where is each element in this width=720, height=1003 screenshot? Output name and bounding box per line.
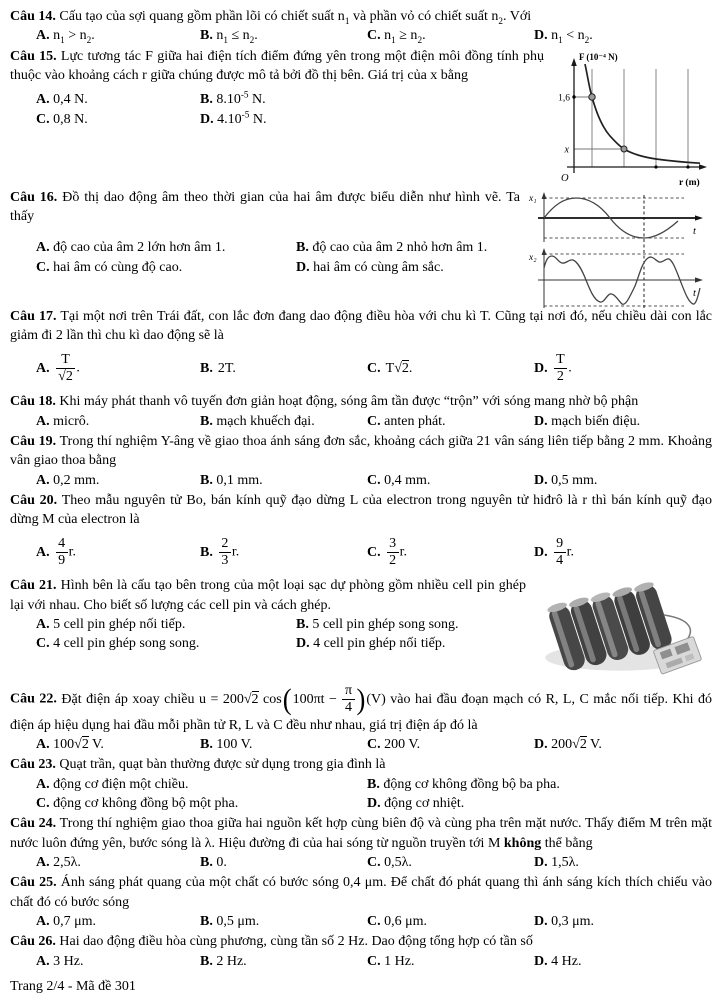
question-block-22	[10, 683, 712, 754]
option-key: B.	[200, 913, 213, 929]
options-row	[36, 345, 712, 391]
option-d	[534, 952, 712, 971]
option-b	[200, 471, 367, 490]
option-key: A.	[36, 413, 50, 429]
option-c	[367, 952, 534, 971]
x-axis-label: r (m)	[679, 177, 700, 188]
option-key: B.	[367, 776, 380, 792]
option-text: 4 cell pin ghép song song.	[53, 636, 200, 652]
question-block-15	[10, 47, 712, 187]
option-text: động cơ điện một chiều.	[53, 776, 189, 792]
option-c	[367, 529, 534, 575]
option-key: A.	[36, 240, 50, 256]
option-a	[36, 735, 200, 754]
option-d	[367, 794, 712, 813]
option-c	[36, 794, 367, 813]
question-label: Câu 19.	[10, 433, 57, 449]
options-row	[36, 529, 712, 575]
option-key: B.	[200, 854, 213, 870]
option-key: B.	[200, 413, 213, 429]
question-text	[10, 932, 712, 951]
question-text	[10, 814, 712, 853]
option-key: C.	[367, 360, 381, 376]
question-block-20	[10, 491, 712, 576]
option-text: $n_1 \ge n_2$.	[384, 28, 426, 46]
option-a	[36, 26, 200, 45]
option-key: A.	[36, 28, 50, 44]
option-key: C.	[36, 259, 50, 275]
option-d	[534, 912, 712, 931]
option-text: 0,5 mm.	[551, 472, 598, 488]
question-block-26	[10, 932, 712, 971]
option-key: C.	[367, 28, 381, 44]
question-body: Theo mẫu nguyên tử Bo, bán kính quỹ đạo dừng L của electron trong nguyên tử hiđrô là r thì bán kính quỹ đạo dừng M của electron là	[10, 492, 712, 528]
option-text: 2 Hz.	[216, 953, 247, 969]
option-text: 5 cell pin ghép song song.	[312, 617, 459, 633]
option-text: $n_1 \le n_2$.	[216, 28, 258, 46]
option-text: 100√2 V.	[53, 737, 104, 753]
option-key: A.	[36, 544, 50, 560]
option-a	[36, 529, 200, 575]
option-text: 0,4 mm.	[384, 472, 431, 488]
options-row	[36, 912, 712, 931]
option-c	[367, 345, 534, 391]
question-text	[10, 873, 712, 912]
question-body: Cấu tạo của sợi quang gồm phần lõi có chiết suất $n_1$ và phần vỏ có chiết suất $n_2$. Với	[59, 9, 532, 26]
question-label: Câu 18.	[10, 394, 56, 410]
option-key: C.	[367, 472, 381, 488]
question-body: Hình bên là cấu tạo bên trong của một loại sạc dự phòng gồm nhiều cell pin ghép lại với nhau. Cho biết số lượng các cell pin và cách ghép.	[10, 578, 526, 613]
option-d	[534, 853, 712, 872]
question-label: Câu 26.	[10, 934, 56, 950]
option-text: $\frac{T}{√2}$ .	[55, 352, 80, 384]
option-key: D.	[534, 854, 548, 870]
option-text: 1 Hz.	[384, 953, 415, 969]
option-key: C.	[367, 544, 381, 560]
option-text: 0,6 μm.	[384, 913, 428, 929]
option-text: 3 Hz.	[53, 953, 84, 969]
data-point-2	[621, 146, 627, 152]
option-d	[534, 471, 712, 490]
wave1-label: x₁	[529, 193, 537, 204]
origin-label: O	[561, 172, 569, 184]
option-key: A.	[36, 617, 50, 633]
options-row	[36, 412, 712, 431]
question-text	[10, 576, 526, 615]
question-body: Đặt điện áp xoay chiều u = 200√2 cos(100πt − $\frac{\pi}{4}$ )(V) vào hai đầu đoạn mạch có R, L, C mắc nối tiếp. Khi đó điện áp hiệu dụng hai đầu mỗi phần tử R, L và C đều như nhau, giá trị điện áp đó là	[10, 682, 712, 733]
option-key: A.	[36, 737, 50, 753]
question-body: Khi máy phát thanh vô tuyến đơn giản hoạt động, sóng âm tần được “trộn” với sóng mang nhờ bộ phận	[59, 394, 639, 410]
option-key: C.	[36, 111, 50, 127]
option-key: A.	[36, 953, 50, 969]
question-label: Câu 15.	[10, 48, 57, 64]
option-c	[367, 853, 534, 872]
question-text	[10, 7, 712, 26]
option-b	[200, 529, 367, 575]
option-b	[200, 952, 367, 971]
option-key: B.	[200, 953, 213, 969]
option-key: B.	[200, 544, 213, 560]
option-text: 0,1 mm.	[216, 472, 263, 488]
question-text	[10, 432, 712, 471]
option-text: mạch biến điệu.	[551, 413, 641, 429]
option-key: B.	[200, 92, 213, 108]
option-text: $4.10^{-5}$ N.	[217, 108, 267, 127]
option-text: 0,4 N.	[53, 92, 88, 108]
option-b	[200, 735, 367, 754]
option-c	[36, 258, 296, 277]
option-key: D.	[200, 111, 214, 127]
option-c	[367, 471, 534, 490]
option-text: 0,2 mm.	[53, 472, 100, 488]
option-a	[36, 952, 200, 971]
option-text: độ cao của âm 2 nhỏ hơn âm 1.	[312, 240, 488, 256]
question-body: Hai dao động điều hòa cùng phương, cùng tần số 2 Hz. Dao động tổng hợp có tần số	[59, 934, 533, 950]
option-key: B.	[200, 360, 213, 376]
wave2-label: x₂	[529, 252, 537, 263]
option-key: D.	[367, 796, 381, 812]
option-text: 0,5 μm.	[216, 913, 260, 929]
option-text: anten phát.	[384, 413, 446, 429]
option-key: A.	[36, 472, 50, 488]
question-label: Câu 24.	[10, 816, 57, 832]
option-text: $\frac{4}{9}$ r.	[55, 536, 76, 568]
option-b	[200, 912, 367, 931]
option-a	[36, 775, 367, 794]
question-label: Câu 25.	[10, 875, 57, 891]
y-tick-value: 1,6	[558, 93, 570, 104]
question-block-24	[10, 814, 712, 872]
question-text	[10, 683, 712, 735]
question-block-18	[10, 392, 712, 431]
option-d	[534, 26, 712, 45]
question-text	[10, 188, 520, 227]
option-a	[36, 412, 200, 431]
option-text: $n_1 > n_2$.	[53, 28, 95, 46]
option-text: 1,5λ.	[551, 854, 579, 870]
option-a	[36, 90, 200, 109]
option-a	[36, 471, 200, 490]
option-key: C.	[367, 413, 381, 429]
option-text: động cơ không đồng bộ một pha.	[53, 796, 239, 812]
option-key: D.	[534, 472, 548, 488]
question-label: Câu 23.	[10, 757, 56, 773]
question-body: Đồ thị dao động âm theo thời gian của hai âm được biểu diễn như hình vẽ. Ta thấy	[10, 189, 520, 224]
option-key: D.	[534, 413, 548, 429]
question-text	[10, 307, 712, 346]
option-text: T√2.	[385, 360, 413, 376]
option-c	[367, 26, 534, 45]
y-axis-label: F (10⁻⁴ N)	[579, 51, 618, 62]
two-sound-waveforms-graph	[528, 188, 712, 310]
option-key: D.	[534, 737, 548, 753]
option-b	[200, 853, 367, 872]
option-key: A.	[36, 776, 50, 792]
inverse-square-curve	[585, 64, 700, 163]
page-footer: Trang 2/4 - Mã đề 301	[10, 978, 136, 994]
option-text: động cơ không đồng bộ ba pha.	[383, 776, 560, 792]
option-a	[36, 912, 200, 931]
question-body: Ánh sáng phát quang của một chất có bước sóng 0,4 μm. Để chất đó phát quang thì ánh sáng kích thích chiếu vào chất đó có bước sóng	[10, 875, 712, 910]
time-axis-label: t	[693, 225, 696, 237]
options-row	[36, 471, 712, 490]
y-axis-arrow	[571, 58, 577, 66]
option-key: D.	[296, 259, 310, 275]
option-text: micrô.	[53, 413, 90, 429]
option-key: C.	[367, 913, 381, 929]
question-label: Câu 21.	[10, 578, 57, 594]
question-label: Câu 20.	[10, 492, 58, 508]
option-text: 200 V.	[384, 737, 421, 753]
option-key: C.	[367, 854, 381, 870]
option-text: độ cao của âm 2 lớn hơn âm 1.	[53, 240, 226, 256]
option-key: C.	[36, 796, 50, 812]
options-row	[36, 952, 712, 971]
question-block-23	[10, 755, 712, 813]
question-block-19	[10, 432, 712, 490]
option-key: B.	[200, 28, 213, 44]
option-text: $\frac{2}{3}$ r.	[218, 536, 239, 568]
options-row	[36, 735, 712, 754]
option-key: B.	[296, 617, 309, 633]
option-key: D.	[534, 913, 548, 929]
option-text: 2,5λ.	[53, 854, 81, 870]
option-key: D.	[296, 636, 310, 652]
option-text: 2T.	[217, 360, 236, 376]
question-text	[10, 491, 712, 530]
time-axis-label: t	[693, 287, 696, 299]
option-text: 5 cell pin ghép nối tiếp.	[53, 617, 186, 633]
option-text: động cơ nhiệt.	[384, 796, 465, 812]
option-text: 0,5λ.	[384, 854, 412, 870]
option-a	[36, 238, 296, 257]
option-a	[36, 853, 200, 872]
y-tick-x: x	[564, 144, 569, 156]
question-block-21	[10, 576, 712, 682]
option-key: B.	[200, 737, 213, 753]
question-body: Lực tương tác F giữa hai điện tích điểm đứng yên trong một điện môi đồng tính phụ thuộc vào khoảng cách r giữa chúng được mô tả bởi đồ thị bên. Giá trị của x bằng	[10, 48, 544, 83]
option-text: hai âm có cùng độ cao.	[53, 259, 183, 275]
option-text: 0,3 μm.	[551, 913, 595, 929]
option-c	[367, 912, 534, 931]
question-body: Quạt trần, quạt bàn thường được sử dụng trong gia đình là	[59, 757, 386, 773]
option-key: A.	[36, 854, 50, 870]
option-key: D.	[534, 953, 548, 969]
option-b	[200, 412, 367, 431]
options-row	[36, 853, 712, 872]
option-c	[36, 110, 200, 129]
option-key: C.	[36, 636, 50, 652]
option-d	[534, 345, 712, 391]
powerbank-battery-cells-photo	[526, 578, 708, 678]
option-key: C.	[367, 953, 381, 969]
option-text: 0,8 N.	[53, 111, 88, 127]
option-key: B.	[200, 472, 213, 488]
option-text: 4 cell pin ghép nối tiếp.	[313, 636, 446, 652]
question-text	[10, 47, 544, 86]
option-b	[200, 345, 367, 391]
option-b	[200, 26, 367, 45]
option-text: hai âm có cùng âm sắc.	[313, 259, 444, 275]
question-block-14	[10, 7, 712, 46]
option-key: A.	[36, 913, 50, 929]
options-row	[36, 775, 712, 814]
question-label: Câu 16.	[10, 189, 58, 205]
options-row	[36, 26, 712, 45]
question-text	[10, 392, 712, 411]
option-a	[36, 345, 200, 391]
option-c	[36, 634, 296, 653]
option-text: $\frac{T}{2}$ .	[553, 352, 572, 384]
option-key: A.	[36, 92, 50, 108]
option-a	[36, 615, 296, 634]
option-text: $n_1 < n_2$.	[551, 28, 593, 46]
option-key: D.	[534, 28, 548, 44]
option-key: D.	[534, 360, 548, 376]
option-key: B.	[296, 240, 309, 256]
option-key: C.	[367, 737, 381, 753]
force-vs-distance-graph	[552, 49, 712, 189]
option-c	[367, 412, 534, 431]
data-point-1	[589, 93, 595, 99]
option-c	[367, 735, 534, 754]
option-text: mạch khuếch đại.	[216, 413, 315, 429]
option-d	[534, 412, 712, 431]
option-text: $8.10^{-5}$ N.	[216, 89, 266, 108]
question-body: Tại một nơi trên Trái đất, con lắc đơn đang dao động điều hòa với chu kì T. Cũng tại nơi đó, nếu chiều dài con lắc giảm đi 2 lần thì chu kì dao động sẽ là	[10, 308, 713, 343]
option-b	[367, 775, 712, 794]
x-axis-arrow	[699, 164, 707, 170]
option-key: A.	[36, 360, 50, 376]
option-text: 0.	[216, 854, 227, 870]
question-block-17	[10, 307, 712, 392]
question-block-25	[10, 873, 712, 931]
question-body: Trong thí nghiệm Y-âng về giao thoa ánh sáng đơn sắc, khoảng cách giữa 21 vân sáng liên tiếp bằng 2 mm. Khoảng vân giao thoa bằng	[10, 433, 713, 469]
option-text: $\frac{9}{4}$ r.	[553, 536, 574, 568]
option-d	[534, 735, 712, 754]
question-block-16	[10, 188, 712, 306]
question-text	[10, 755, 712, 774]
option-text: 100 V.	[216, 737, 253, 753]
question-label: Câu 17.	[10, 308, 57, 324]
question-label: Câu 14.	[10, 9, 56, 24]
option-key: D.	[534, 544, 548, 560]
question-body: Trong thí nghiệm giao thoa giữa hai nguồn kết hợp cùng biên độ và cùng pha trên mặt nước. Thấy điểm M trên mặt nước luôn đứng yên, bước sóng là λ. Hiệu đường đi của hai sóng từ nguồn truyền tới M không thể bằng	[10, 816, 713, 851]
option-d	[534, 529, 712, 575]
option-text: 0,7 μm.	[53, 913, 97, 929]
option-text: 4 Hz.	[551, 953, 582, 969]
question-label: Câu 22.	[10, 691, 57, 707]
option-text: $\frac{3}{2}$ r.	[386, 536, 407, 568]
option-text: 200√2 V.	[551, 737, 602, 753]
